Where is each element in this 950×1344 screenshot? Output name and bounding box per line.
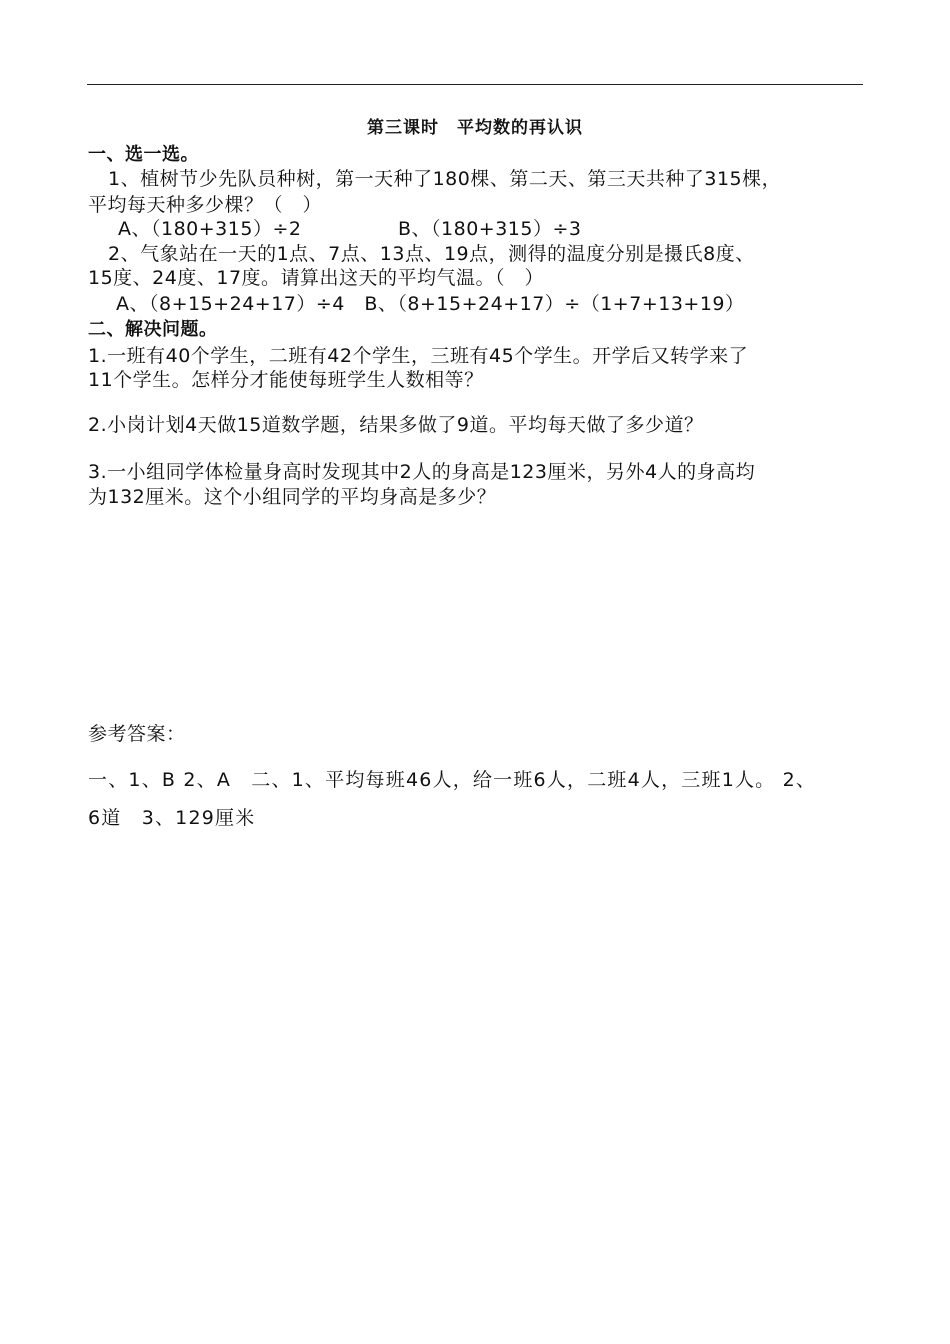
problem2-line1: 2.小岗计划4天做15道数学题，结果多做了9道。平均每天做了多少道？ bbox=[88, 414, 704, 436]
question1-line1: 1、植树节少先队员种树，第一天种了180棵、第二天、第三天共种了315棵， bbox=[108, 168, 782, 190]
question2-line1: 2、气象站在一天的1点、7点、13点、19点，测得的温度分别是摄氏8度、 bbox=[108, 243, 755, 265]
section2-heading: 二、解决问题。 bbox=[88, 319, 218, 340]
problem1-line2: 11个学生。怎样分才能使每班学生人数相等？ bbox=[88, 369, 484, 391]
problem3-line2: 为132厘米。这个小组同学的平均身高是多少？ bbox=[88, 486, 497, 508]
problem1-line1: 1.一班有40个学生，二班有42个学生，三班有45个学生。开学后又转学来了 bbox=[88, 345, 749, 367]
page-title: 第三课时 平均数的再认识 bbox=[367, 118, 583, 138]
answers-heading: 参考答案： bbox=[88, 723, 186, 745]
question1-line2: 平均每天种多少棵？（ ） bbox=[88, 194, 323, 216]
question1-option-a: A、（180+315）÷2 bbox=[118, 218, 302, 240]
answers-line1: 一、1、B 2、A 二、1、平均每班46人，给一班6人，二班4人，三班1人。 2、 bbox=[88, 769, 817, 791]
header-rule bbox=[87, 84, 863, 85]
question1-option-b: B、（180+315）÷3 bbox=[398, 218, 582, 240]
question2-options: A、（8+15+24+17）÷4 B、（8+15+24+17）÷（1+7+13+19） bbox=[116, 293, 745, 315]
answers-line2: 6道 3、129厘米 bbox=[88, 807, 256, 829]
problem3-line1: 3.一小组同学体检量身高时发现其中2人的身高是123厘米，另外4人的身高均 bbox=[88, 461, 756, 483]
section1-heading: 一、选一选。 bbox=[88, 144, 199, 165]
question2-line2: 15度、24度、17度。请算出这天的平均气温。（ ） bbox=[88, 267, 545, 289]
